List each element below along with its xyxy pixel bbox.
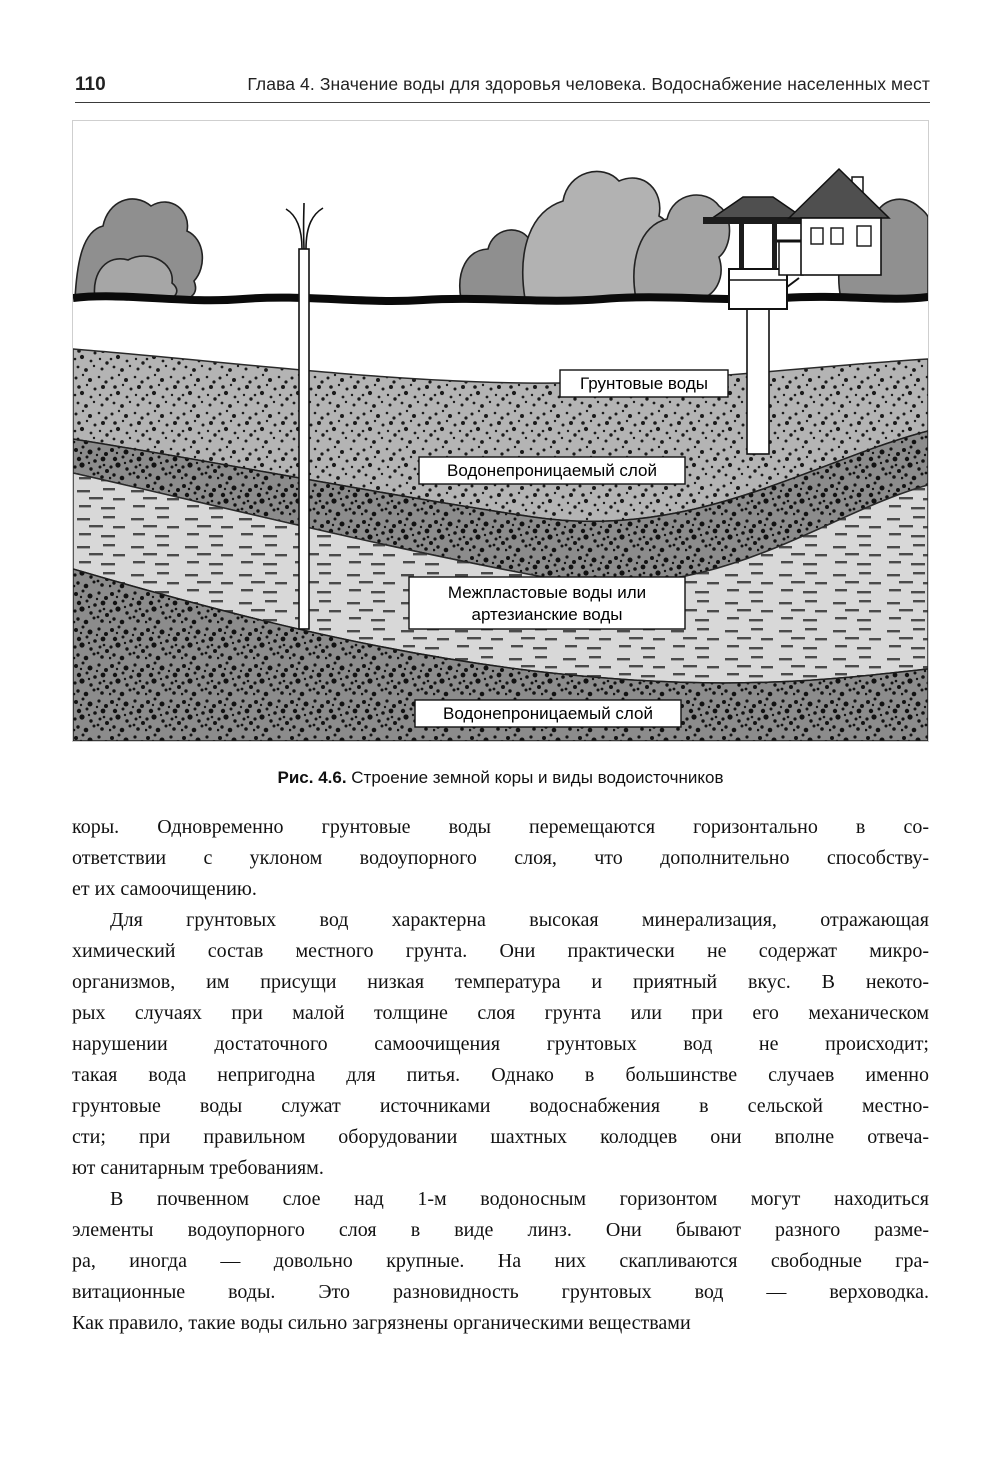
ground-surface-line <box>73 296 928 301</box>
text-line: химический состав местного грунта. Они практически не содержат микро- <box>72 940 929 963</box>
body-paragraph <box>72 812 929 905</box>
running-header: Глава 4. Значение воды для здоровья человека. Водоснабжение населенных мест <box>247 74 930 94</box>
label-groundwater <box>560 370 728 397</box>
geology-diagram <box>73 121 928 741</box>
text-line: рых случаях при малой толщине слоя грунта или при его механическом <box>72 1002 929 1025</box>
house-window <box>811 228 823 244</box>
figure-caption-text: Строение земной коры и виды водоисточников <box>346 768 724 787</box>
house-annex <box>779 241 803 275</box>
text-line: В почвенном слое над 1-м водоносным горизонтом могут находиться <box>110 1188 929 1211</box>
text-line: такая вода непригодна для питья. Однако в большинстве случаев именно <box>72 1064 929 1087</box>
house-window <box>831 228 843 244</box>
text-line: ет их самоочищению. <box>72 878 257 901</box>
text-line: коры. Одновременно грунтовые воды перемещаются горизонтально в со- <box>72 816 929 839</box>
page-content <box>72 120 929 1339</box>
well-post-left <box>739 224 744 269</box>
header-rule <box>75 102 930 103</box>
text-line: сти; при правильном оборудовании шахтных колодцев они вполне отвеча- <box>72 1126 929 1149</box>
text-line: нарушении достаточного самоочищения грунтовых вод не происходит; <box>72 1033 929 1056</box>
svg-text:Межпластовые воды или: Межпластовые воды или <box>447 583 647 602</box>
text-line: ра, иногда — довольно крупные. На них скапливаются свободные гра- <box>72 1250 929 1273</box>
page-number: 110 <box>75 74 106 95</box>
text-line: ют санитарным требованиям. <box>72 1157 324 1180</box>
text-line: витационные воды. Это разновидность грунтовых вод — верховодка. <box>72 1281 929 1304</box>
svg-text:Водонепроницаемый слой: Водонепроницаемый слой <box>447 461 657 480</box>
body-text <box>72 812 929 1339</box>
house-window <box>857 226 871 246</box>
label-impermeable-top <box>419 457 685 484</box>
figure-caption-label: Рис. 4.6. <box>277 768 347 787</box>
text-line: ответствии с уклоном водоупорного слоя, что дополнительно способству- <box>72 847 929 870</box>
body-paragraph <box>72 1184 929 1339</box>
label-impermeable-bottom <box>415 700 681 727</box>
text-line: Для грунтовых вод характерна высокая минерализация, отражающая <box>110 909 929 932</box>
page-header <box>75 74 930 96</box>
svg-text:Водонепроницаемый слой: Водонепроницаемый слой <box>443 704 653 723</box>
figure-frame <box>72 120 929 742</box>
svg-text:Грунтовые воды: Грунтовые воды <box>580 374 708 393</box>
text-line: грунтовые воды служат источниками водоснабжения в сельской местно- <box>72 1095 929 1118</box>
text-line: Как правило, такие воды сильно загрязнены органическими веществами <box>72 1312 691 1335</box>
figure-4-6 <box>72 120 929 788</box>
well-post-right <box>772 224 777 269</box>
figure-caption <box>72 768 929 788</box>
well-shaft <box>747 307 769 454</box>
text-line: элементы водоупорного слоя в виде линз. Они бывают разного разме- <box>72 1219 929 1242</box>
body-paragraph <box>72 905 929 1184</box>
svg-text:артезианские воды: артезианские воды <box>471 605 623 624</box>
text-line: организмов, им присущи низкая температура и приятный вкус. В некото- <box>72 971 929 994</box>
label-interstratal <box>409 577 685 629</box>
